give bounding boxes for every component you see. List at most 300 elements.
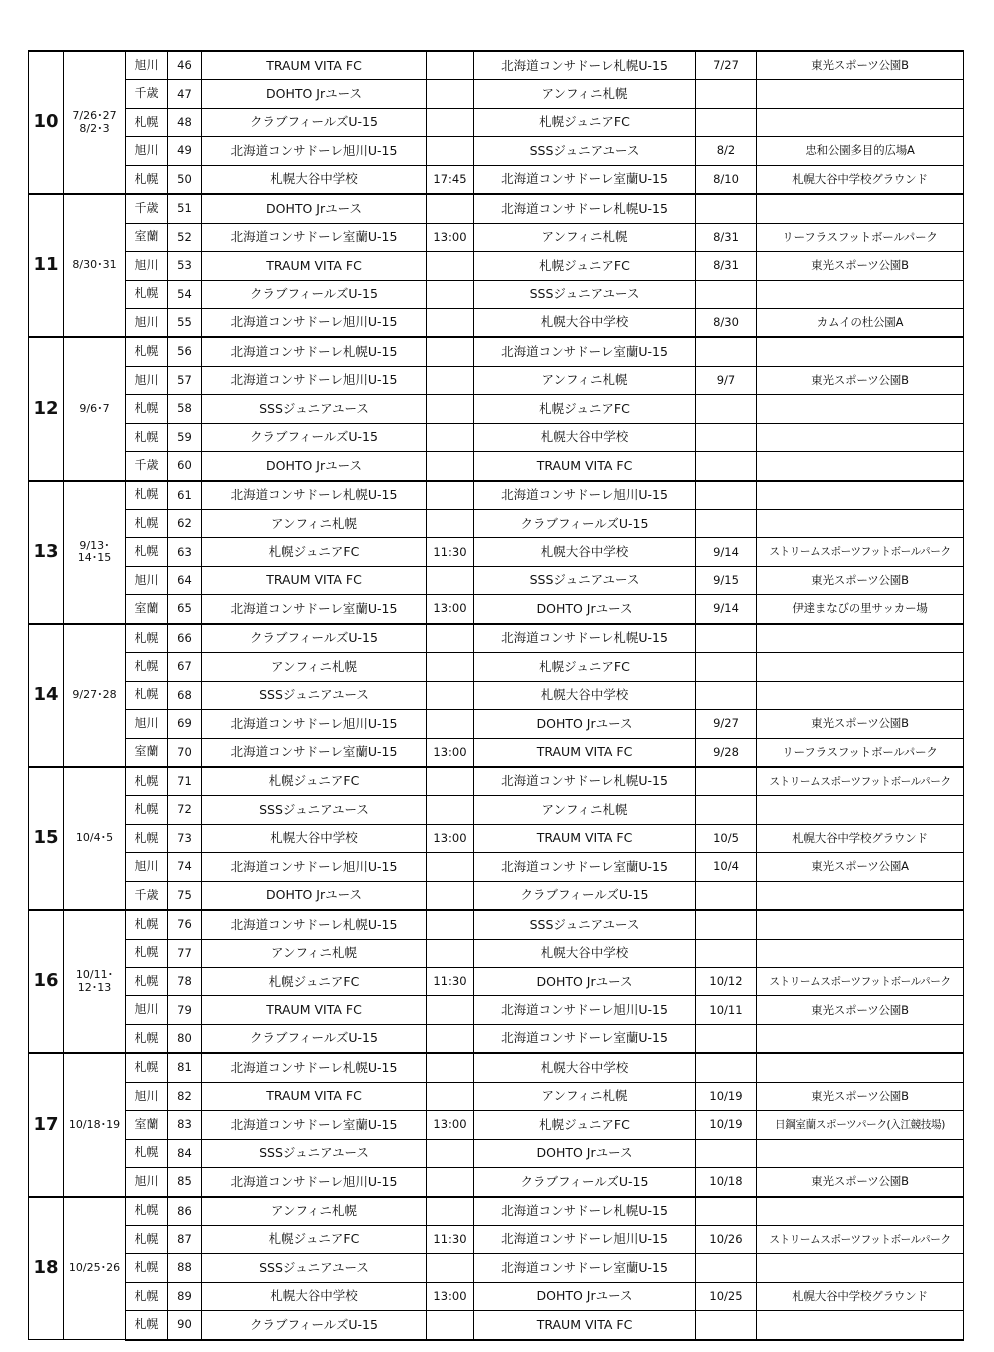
away-team: DOHTO Jrユース [474, 1282, 696, 1310]
venue-name: 東光スポーツ公園A [757, 853, 964, 881]
match-number: 50 [168, 165, 202, 194]
match-row [29, 280, 964, 308]
match-number: 57 [168, 366, 202, 394]
match-number: 61 [168, 481, 202, 510]
venue-name [757, 681, 964, 709]
home-team: 札幌ジュニアFC [202, 538, 427, 566]
home-team: 北海道コンサドーレ室蘭U-15 [202, 223, 427, 251]
match-row [29, 223, 964, 251]
away-team: 札幌ジュニアFC [474, 1111, 696, 1139]
match-date [696, 337, 757, 366]
area-cell: 千歳 [126, 881, 168, 910]
venue-name: 忠和公園多目的広場A [757, 137, 964, 165]
match-number: 72 [168, 796, 202, 824]
home-team: クラブフィールズU-15 [202, 624, 427, 653]
match-number: 85 [168, 1168, 202, 1197]
kickoff-time [427, 366, 474, 394]
kickoff-time [427, 1254, 474, 1282]
match-row [29, 1282, 964, 1310]
home-team: TRAUM VITA FC [202, 51, 427, 80]
area-cell: 旭川 [126, 252, 168, 280]
round-number: 10 [29, 51, 64, 194]
area-cell: 札幌 [126, 1282, 168, 1310]
venue-name: 札幌大谷中学校グラウンド [757, 824, 964, 852]
match-number: 48 [168, 108, 202, 136]
match-number: 90 [168, 1311, 202, 1340]
kickoff-time [427, 452, 474, 481]
venue-name: ストリームスポーツフットボールパーク [757, 1225, 964, 1253]
match-date: 10/11 [696, 996, 757, 1024]
match-number: 46 [168, 51, 202, 80]
home-team: TRAUM VITA FC [202, 1082, 427, 1110]
match-date [696, 653, 757, 681]
match-number: 60 [168, 452, 202, 481]
match-date [696, 481, 757, 510]
away-team: 札幌ジュニアFC [474, 252, 696, 280]
area-cell: 札幌 [126, 624, 168, 653]
area-cell: 札幌 [126, 395, 168, 423]
match-row [29, 939, 964, 967]
away-team: DOHTO Jrユース [474, 595, 696, 624]
kickoff-time: 11:30 [427, 1225, 474, 1253]
match-number: 81 [168, 1053, 202, 1082]
match-row [29, 423, 964, 451]
match-date: 10/18 [696, 1168, 757, 1197]
match-row [29, 51, 964, 80]
area-cell: 札幌 [126, 1254, 168, 1282]
area-cell: 旭川 [126, 710, 168, 738]
venue-name [757, 1139, 964, 1167]
home-team: 北海道コンサドーレ旭川U-15 [202, 853, 427, 881]
home-team: 北海道コンサドーレ旭川U-15 [202, 366, 427, 394]
round-number: 15 [29, 767, 64, 910]
match-number: 75 [168, 881, 202, 910]
match-number: 55 [168, 308, 202, 337]
away-team: アンフィニ札幌 [474, 796, 696, 824]
home-team: 札幌ジュニアFC [202, 767, 427, 796]
match-row [29, 595, 964, 624]
venue-name [757, 80, 964, 108]
away-team: TRAUM VITA FC [474, 738, 696, 767]
home-team: アンフィニ札幌 [202, 939, 427, 967]
venue-name [757, 481, 964, 510]
match-row [29, 1053, 964, 1082]
kickoff-time [427, 996, 474, 1024]
match-row [29, 738, 964, 767]
match-date [696, 423, 757, 451]
away-team: クラブフィールズU-15 [474, 881, 696, 910]
area-cell: 旭川 [126, 996, 168, 1024]
round-dates: 10/25･26 [64, 1197, 126, 1340]
venue-name [757, 653, 964, 681]
venue-name [757, 337, 964, 366]
kickoff-time: 13:00 [427, 595, 474, 624]
round-dates: 9/27･28 [64, 624, 126, 767]
home-team: SSSジュニアユース [202, 681, 427, 709]
round-dates: 9/13･ 14･15 [64, 481, 126, 624]
away-team: 北海道コンサドーレ室蘭U-15 [474, 853, 696, 881]
home-team: TRAUM VITA FC [202, 566, 427, 594]
round-number: 11 [29, 194, 64, 337]
kickoff-time [427, 510, 474, 538]
away-team: アンフィニ札幌 [474, 1082, 696, 1110]
away-team: クラブフィールズU-15 [474, 510, 696, 538]
home-team: クラブフィールズU-15 [202, 108, 427, 136]
match-date [696, 510, 757, 538]
away-team: DOHTO Jrユース [474, 1139, 696, 1167]
away-team: 北海道コンサドーレ札幌U-15 [474, 624, 696, 653]
area-cell: 室蘭 [126, 1111, 168, 1139]
match-row [29, 767, 964, 796]
home-team: SSSジュニアユース [202, 395, 427, 423]
home-team: クラブフィールズU-15 [202, 280, 427, 308]
round-dates: 8/30･31 [64, 194, 126, 337]
round-dates: 10/18･19 [64, 1053, 126, 1196]
home-team: SSSジュニアユース [202, 796, 427, 824]
round-dates: 9/6･7 [64, 337, 126, 480]
venue-name [757, 1053, 964, 1082]
kickoff-time [427, 624, 474, 653]
match-number: 68 [168, 681, 202, 709]
match-number: 82 [168, 1082, 202, 1110]
kickoff-time [427, 853, 474, 881]
match-number: 62 [168, 510, 202, 538]
match-row [29, 1197, 964, 1226]
home-team: SSSジュニアユース [202, 1139, 427, 1167]
match-date [696, 452, 757, 481]
home-team: 札幌大谷中学校 [202, 824, 427, 852]
area-cell: 札幌 [126, 910, 168, 939]
away-team: 北海道コンサドーレ旭川U-15 [474, 1225, 696, 1253]
round-dates: 10/11･ 12･13 [64, 910, 126, 1053]
kickoff-time [427, 1082, 474, 1110]
venue-name: 東光スポーツ公園B [757, 1168, 964, 1197]
match-date: 10/4 [696, 853, 757, 881]
match-date [696, 939, 757, 967]
away-team: 北海道コンサドーレ旭川U-15 [474, 481, 696, 510]
away-team: 北海道コンサドーレ札幌U-15 [474, 767, 696, 796]
round-dates: 10/4･5 [64, 767, 126, 910]
match-date [696, 280, 757, 308]
home-team: 北海道コンサドーレ札幌U-15 [202, 481, 427, 510]
home-team: 札幌大谷中学校 [202, 1282, 427, 1310]
kickoff-time: 13:00 [427, 1111, 474, 1139]
match-number: 53 [168, 252, 202, 280]
home-team: 北海道コンサドーレ旭川U-15 [202, 710, 427, 738]
match-row [29, 1139, 964, 1167]
match-row [29, 80, 964, 108]
match-row [29, 194, 964, 223]
area-cell: 札幌 [126, 1053, 168, 1082]
match-row [29, 681, 964, 709]
kickoff-time [427, 1024, 474, 1053]
away-team: 札幌大谷中学校 [474, 308, 696, 337]
match-date [696, 624, 757, 653]
match-number: 78 [168, 968, 202, 996]
home-team: TRAUM VITA FC [202, 252, 427, 280]
away-team: SSSジュニアユース [474, 137, 696, 165]
venue-name [757, 108, 964, 136]
match-date: 7/27 [696, 51, 757, 80]
match-row [29, 653, 964, 681]
match-row [29, 996, 964, 1024]
match-number: 63 [168, 538, 202, 566]
kickoff-time [427, 481, 474, 510]
kickoff-time [427, 1139, 474, 1167]
match-row [29, 968, 964, 996]
venue-name: 伊達まなびの里サッカー場 [757, 595, 964, 624]
match-date: 8/2 [696, 137, 757, 165]
venue-name: 東光スポーツ公園B [757, 252, 964, 280]
area-cell: 札幌 [126, 337, 168, 366]
kickoff-time [427, 796, 474, 824]
kickoff-time [427, 308, 474, 337]
match-date: 10/25 [696, 1282, 757, 1310]
away-team: アンフィニ札幌 [474, 223, 696, 251]
area-cell: 旭川 [126, 137, 168, 165]
away-team: 北海道コンサドーレ旭川U-15 [474, 996, 696, 1024]
venue-name [757, 510, 964, 538]
kickoff-time [427, 395, 474, 423]
match-row [29, 881, 964, 910]
venue-name: ストリームスポーツフットボールパーク [757, 538, 964, 566]
away-team: 札幌大谷中学校 [474, 423, 696, 451]
area-cell: 旭川 [126, 1168, 168, 1197]
match-number: 80 [168, 1024, 202, 1053]
match-row [29, 252, 964, 280]
away-team: 札幌大谷中学校 [474, 538, 696, 566]
venue-name: 東光スポーツ公園B [757, 366, 964, 394]
match-row [29, 452, 964, 481]
venue-name: リーフラスフットボールパーク [757, 738, 964, 767]
away-team: 北海道コンサドーレ札幌U-15 [474, 1197, 696, 1226]
match-date: 8/31 [696, 252, 757, 280]
match-date [696, 1311, 757, 1340]
match-row [29, 710, 964, 738]
venue-name: リーフラスフットボールパーク [757, 223, 964, 251]
match-row [29, 165, 964, 194]
kickoff-time [427, 939, 474, 967]
area-cell: 札幌 [126, 1139, 168, 1167]
venue-name: 東光スポーツ公園B [757, 710, 964, 738]
home-team: 北海道コンサドーレ旭川U-15 [202, 137, 427, 165]
area-cell: 千歳 [126, 452, 168, 481]
round-number: 12 [29, 337, 64, 480]
home-team: 北海道コンサドーレ札幌U-15 [202, 910, 427, 939]
match-date: 9/14 [696, 595, 757, 624]
area-cell: 札幌 [126, 510, 168, 538]
away-team: TRAUM VITA FC [474, 452, 696, 481]
kickoff-time [427, 681, 474, 709]
match-row [29, 481, 964, 510]
match-row [29, 796, 964, 824]
area-cell: 札幌 [126, 653, 168, 681]
venue-name [757, 1311, 964, 1340]
area-cell: 千歳 [126, 194, 168, 223]
venue-name [757, 796, 964, 824]
match-number: 79 [168, 996, 202, 1024]
venue-name [757, 1024, 964, 1053]
venue-name [757, 881, 964, 910]
away-team: DOHTO Jrユース [474, 968, 696, 996]
away-team: 北海道コンサドーレ室蘭U-15 [474, 1024, 696, 1053]
round-number: 18 [29, 1197, 64, 1340]
schedule-table [28, 50, 964, 1341]
kickoff-time [427, 108, 474, 136]
home-team: DOHTO Jrユース [202, 452, 427, 481]
match-row [29, 910, 964, 939]
away-team: 札幌大谷中学校 [474, 681, 696, 709]
venue-name: 札幌大谷中学校グラウンド [757, 1282, 964, 1310]
area-cell: 札幌 [126, 1311, 168, 1340]
match-date: 9/27 [696, 710, 757, 738]
match-row [29, 1254, 964, 1282]
match-number: 49 [168, 137, 202, 165]
kickoff-time [427, 881, 474, 910]
home-team: アンフィニ札幌 [202, 510, 427, 538]
match-number: 65 [168, 595, 202, 624]
match-number: 56 [168, 337, 202, 366]
match-row [29, 308, 964, 337]
kickoff-time [427, 337, 474, 366]
round-number: 13 [29, 481, 64, 624]
match-number: 58 [168, 395, 202, 423]
home-team: アンフィニ札幌 [202, 653, 427, 681]
area-cell: 札幌 [126, 968, 168, 996]
match-row [29, 1024, 964, 1053]
area-cell: 札幌 [126, 939, 168, 967]
match-date [696, 881, 757, 910]
home-team: クラブフィールズU-15 [202, 1024, 427, 1053]
round-number: 17 [29, 1053, 64, 1196]
home-team: 札幌ジュニアFC [202, 968, 427, 996]
match-row [29, 1225, 964, 1253]
area-cell: 札幌 [126, 681, 168, 709]
away-team: アンフィニ札幌 [474, 366, 696, 394]
match-number: 88 [168, 1254, 202, 1282]
match-date: 10/19 [696, 1111, 757, 1139]
match-number: 89 [168, 1282, 202, 1310]
match-date: 9/15 [696, 566, 757, 594]
venue-name [757, 452, 964, 481]
match-date [696, 1254, 757, 1282]
home-team: 北海道コンサドーレ札幌U-15 [202, 337, 427, 366]
kickoff-time: 11:30 [427, 968, 474, 996]
match-date [696, 108, 757, 136]
venue-name: 東光スポーツ公園B [757, 566, 964, 594]
match-number: 69 [168, 710, 202, 738]
venue-name [757, 194, 964, 223]
match-row [29, 337, 964, 366]
area-cell: 室蘭 [126, 738, 168, 767]
kickoff-time [427, 1311, 474, 1340]
match-date [696, 194, 757, 223]
match-date [696, 910, 757, 939]
home-team: 北海道コンサドーレ室蘭U-15 [202, 595, 427, 624]
match-row [29, 624, 964, 653]
venue-name [757, 910, 964, 939]
venue-name [757, 395, 964, 423]
home-team: クラブフィールズU-15 [202, 1311, 427, 1340]
kickoff-time [427, 280, 474, 308]
match-date [696, 681, 757, 709]
venue-name [757, 1254, 964, 1282]
area-cell: 札幌 [126, 1024, 168, 1053]
match-date [696, 796, 757, 824]
area-cell: 旭川 [126, 1082, 168, 1110]
schedule-body [29, 51, 964, 1340]
away-team: TRAUM VITA FC [474, 824, 696, 852]
match-date: 8/10 [696, 165, 757, 194]
match-date [696, 1053, 757, 1082]
kickoff-time [427, 80, 474, 108]
round-number: 16 [29, 910, 64, 1053]
kickoff-time [427, 137, 474, 165]
area-cell: 旭川 [126, 308, 168, 337]
area-cell: 札幌 [126, 423, 168, 451]
match-number: 76 [168, 910, 202, 939]
match-number: 47 [168, 80, 202, 108]
round-dates: 7/26･27 8/2･3 [64, 51, 126, 194]
match-row [29, 108, 964, 136]
kickoff-time [427, 1197, 474, 1226]
match-date [696, 80, 757, 108]
match-row [29, 1111, 964, 1139]
match-row [29, 395, 964, 423]
kickoff-time [427, 910, 474, 939]
kickoff-time [427, 653, 474, 681]
match-number: 54 [168, 280, 202, 308]
match-row [29, 853, 964, 881]
away-team: 北海道コンサドーレ室蘭U-15 [474, 1254, 696, 1282]
area-cell: 旭川 [126, 366, 168, 394]
round-number: 14 [29, 624, 64, 767]
match-row [29, 538, 964, 566]
venue-name [757, 624, 964, 653]
match-row [29, 366, 964, 394]
match-date: 8/30 [696, 308, 757, 337]
home-team: TRAUM VITA FC [202, 996, 427, 1024]
home-team: 札幌大谷中学校 [202, 165, 427, 194]
kickoff-time [427, 710, 474, 738]
home-team: クラブフィールズU-15 [202, 423, 427, 451]
area-cell: 札幌 [126, 280, 168, 308]
match-date [696, 395, 757, 423]
away-team: 札幌ジュニアFC [474, 108, 696, 136]
venue-name: ストリームスポーツフットボールパーク [757, 968, 964, 996]
kickoff-time: 13:00 [427, 738, 474, 767]
kickoff-time: 13:00 [427, 1282, 474, 1310]
match-number: 77 [168, 939, 202, 967]
venue-name: ストリームスポーツフットボールパーク [757, 767, 964, 796]
away-team: 札幌大谷中学校 [474, 939, 696, 967]
match-date: 10/12 [696, 968, 757, 996]
area-cell: 札幌 [126, 538, 168, 566]
venue-name: 東光スポーツ公園B [757, 996, 964, 1024]
home-team: 北海道コンサドーレ旭川U-15 [202, 1168, 427, 1197]
away-team: アンフィニ札幌 [474, 80, 696, 108]
area-cell: 札幌 [126, 165, 168, 194]
match-date [696, 1197, 757, 1226]
match-row [29, 824, 964, 852]
match-date [696, 1139, 757, 1167]
kickoff-time: 13:00 [427, 824, 474, 852]
match-number: 87 [168, 1225, 202, 1253]
home-team: SSSジュニアユース [202, 1254, 427, 1282]
match-number: 64 [168, 566, 202, 594]
area-cell: 札幌 [126, 767, 168, 796]
match-date: 9/14 [696, 538, 757, 566]
